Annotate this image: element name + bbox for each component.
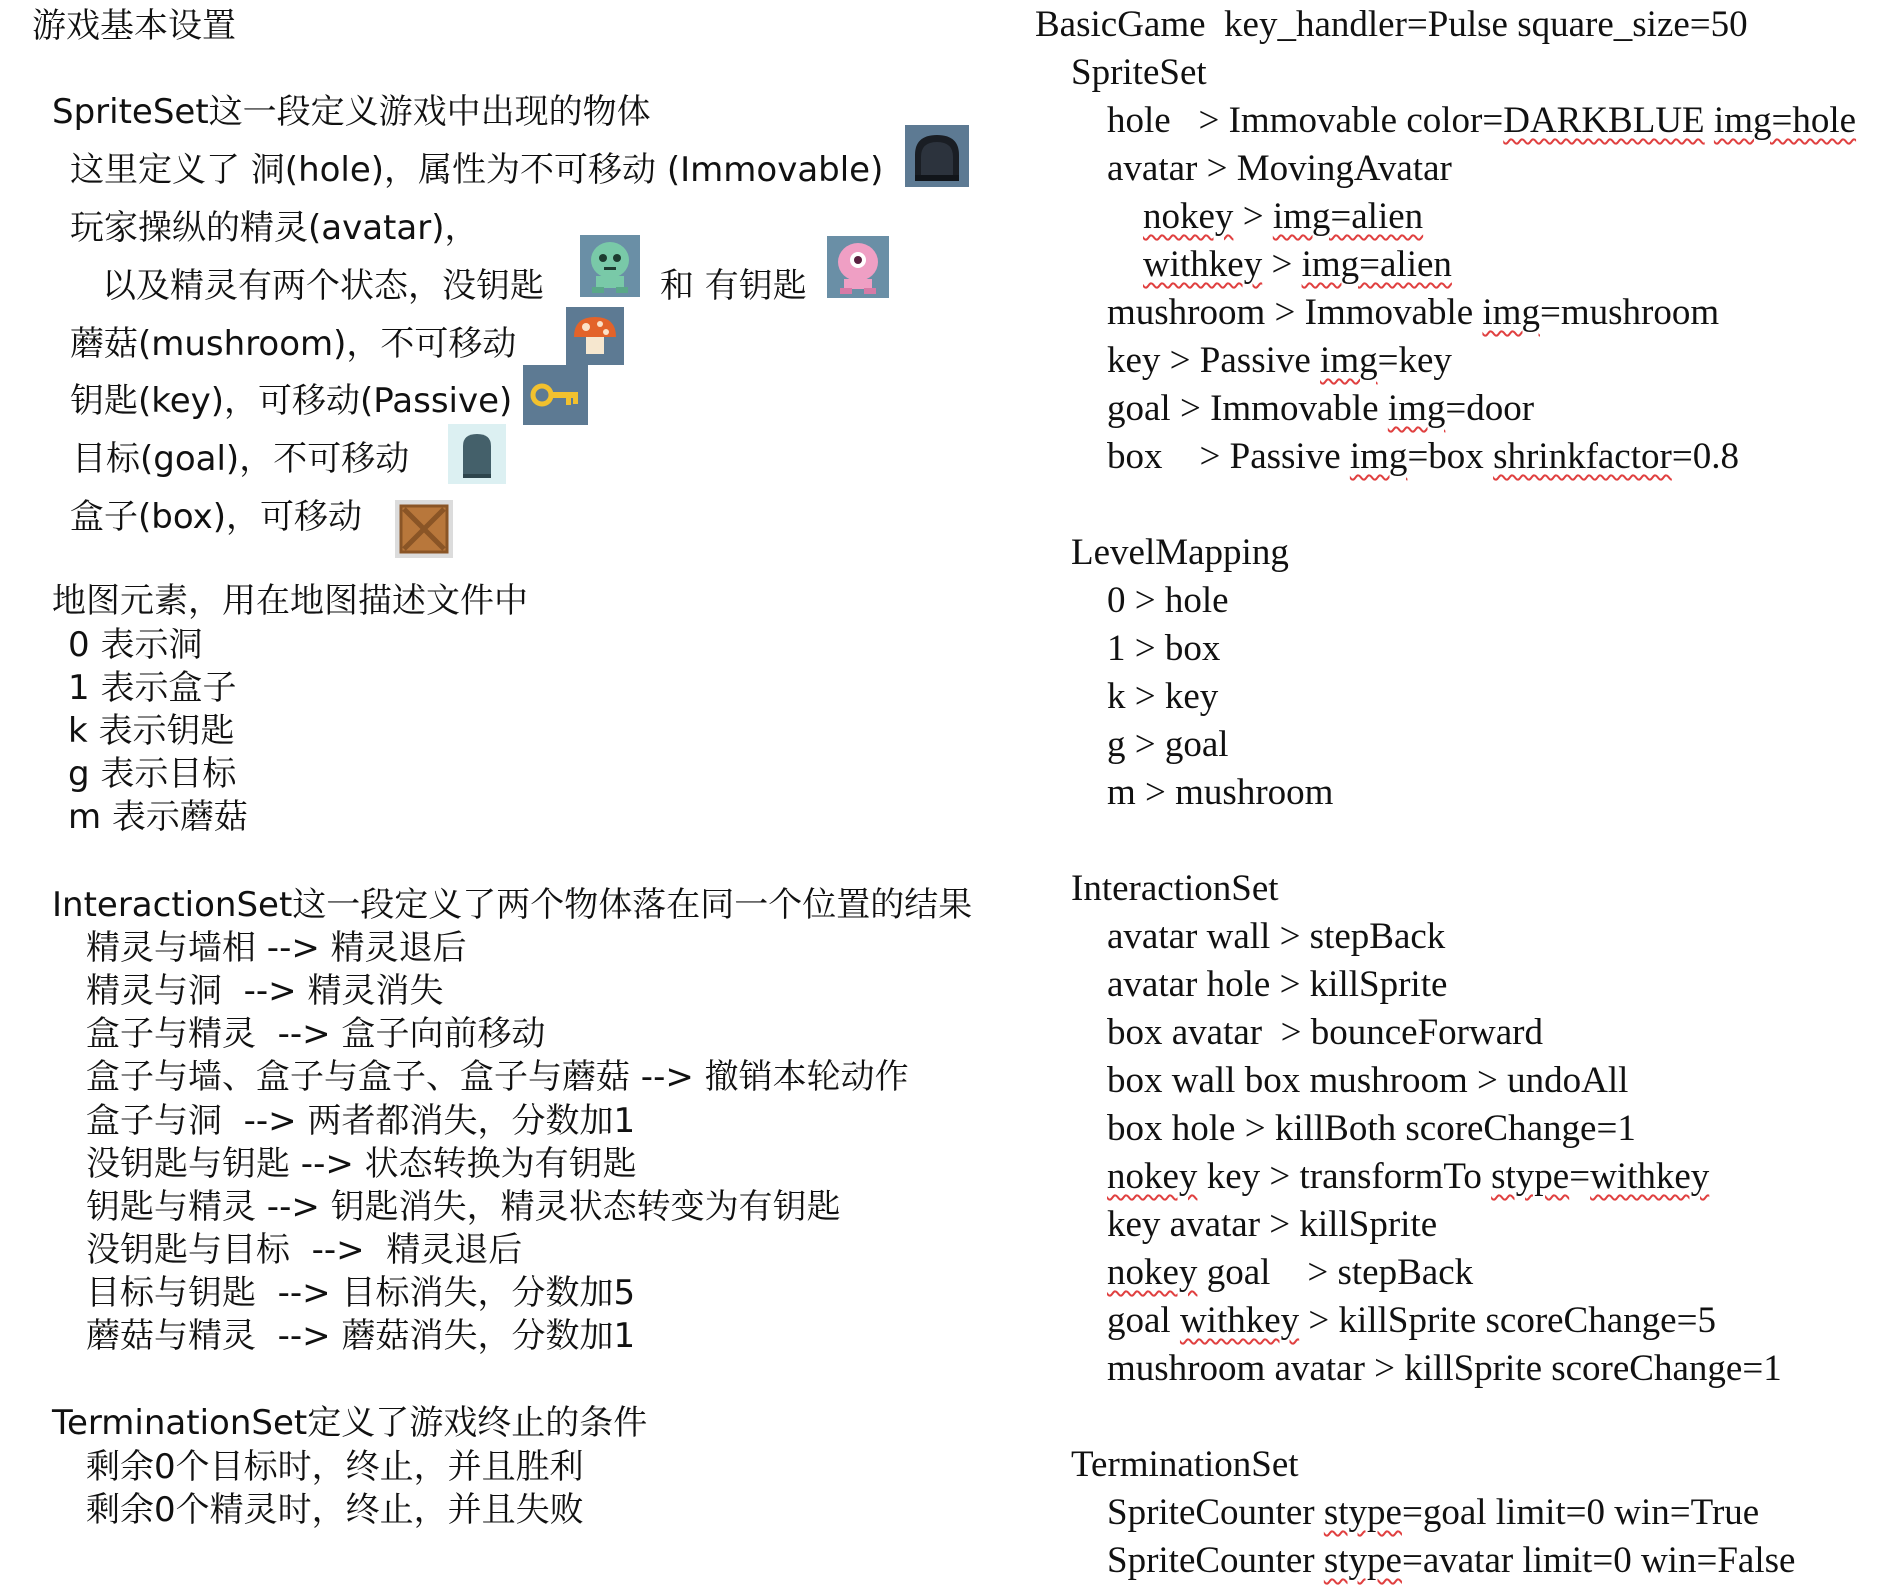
interaction-item: 没钥匙与目标 --> 精灵退后 [86,1230,523,1270]
sprite-line-key: 钥匙(key)，可移动(Passive) [70,381,513,421]
terminationset-header: TerminationSet定义了游戏终止的条件 [52,1403,648,1443]
code-line-nokey: nokey > img=alien [1143,196,1424,237]
map-item-k: k 表示钥匙 [68,711,235,751]
sprite-line-goal: 目标(goal)，不可移动 [72,439,410,479]
pink-alien-icon [827,236,889,298]
terminationset-keyword: TerminationSet [1071,1444,1299,1485]
mapping-line: 0 > hole [1107,580,1229,621]
code-line-box: box > Passive img=box shrinkfactor=0.8 [1107,436,1739,477]
interaction-item: 精灵与墙相 --> 精灵退后 [86,928,467,968]
levelmapping-keyword: LevelMapping [1071,532,1289,573]
interaction-code-line: box hole > killBoth scoreChange=1 [1107,1108,1636,1149]
termination-item: 剩余0个目标时，终止，并且胜利 [86,1447,584,1487]
interaction-item: 精灵与洞 --> 精灵消失 [86,971,444,1011]
interaction-code-line: nokey key > transformTo stype=withkey [1107,1156,1710,1197]
hole-tile-icon [905,125,969,187]
map-item-m: m 表示蘑菇 [68,797,248,837]
key-tile-icon [523,365,588,425]
map-item-g: g 表示目标 [68,754,237,794]
interactionset-header: InteractionSet这一段定义了两个物体落在同一个位置的结果 [52,885,973,925]
map-item-1: 1 表示盒子 [68,668,237,708]
termination-code-line: SpriteCounter stype=avatar limit=0 win=False [1107,1540,1796,1581]
interaction-item: 盒子与精灵 --> 盒子向前移动 [86,1014,546,1054]
interaction-code-line: avatar hole > killSprite [1107,964,1448,1005]
interaction-code-line: box wall box mushroom > undoAll [1107,1060,1629,1101]
sprite-line-mushroom: 蘑菇(mushroom)，不可移动 [70,324,517,364]
interaction-code-line: avatar wall > stepBack [1107,916,1446,957]
green-alien-icon [580,235,640,297]
spriteset-header: SpriteSet这一段定义游戏中出现的物体 [52,92,651,132]
interaction-item: 盒子与洞 --> 两者都消失，分数加1 [86,1101,636,1141]
map-item-0: 0 表示洞 [68,625,203,665]
sprite-line-hole: 这里定义了 洞(hole)，属性为不可移动 (Immovable) [70,150,884,190]
interaction-code-line: box avatar > bounceForward [1107,1012,1543,1053]
sprite-line-states: 以及精灵有两个状态，没钥匙 [102,266,544,306]
interaction-item: 没钥匙与钥匙 --> 状态转换为有钥匙 [86,1144,637,1184]
interaction-item: 目标与钥匙 --> 目标消失，分数加5 [86,1273,636,1313]
interaction-code-line: nokey goal > stepBack [1107,1252,1474,1293]
code-line-goal: goal > Immovable img=door [1107,388,1535,429]
code-line-hole: hole > Immovable color=DARKBLUE img=hole [1107,100,1857,141]
sprite-line-avatar: 玩家操纵的精灵(avatar)， [70,208,479,248]
interaction-item: 盒子与墙、盒子与盒子、盒子与蘑菇 --> 撤销本轮动作 [86,1057,909,1097]
door-tile-icon [448,424,506,484]
mapping-line: 1 > box [1107,628,1221,669]
code-line-mushroom: mushroom > Immovable img=mushroom [1107,292,1720,333]
sprite-line-states-withkey: 和 有钥匙 [660,266,807,306]
interaction-item: 蘑菇与精灵 --> 蘑菇消失，分数加1 [86,1316,636,1356]
mushroom-tile-icon [566,307,624,365]
left-title: 游戏基本设置 [32,6,236,46]
mapping-line: m > mushroom [1107,772,1334,813]
basicgame-line: BasicGame key_handler=Pulse square_size=50 [1035,4,1748,45]
crate-tile-icon [395,500,453,558]
mapping-line: g > goal [1107,724,1229,765]
code-line-key: key > Passive img=key [1107,340,1452,381]
termination-item: 剩余0个精灵时，终止，并且失败 [86,1490,584,1530]
code-line-avatar: avatar > MovingAvatar [1107,148,1452,189]
code-line-withkey: withkey > img=alien [1143,244,1452,285]
mapping-line: k > key [1107,676,1219,717]
termination-code-line: SpriteCounter stype=goal limit=0 win=True [1107,1492,1760,1533]
interaction-code-line: key avatar > killSprite [1107,1204,1438,1245]
spriteset-keyword: SpriteSet [1071,52,1207,93]
sprite-line-box: 盒子(box)，可移动 [70,497,362,537]
interaction-code-line: mushroom avatar > killSprite scoreChange=1 [1107,1348,1782,1389]
interaction-code-line: goal withkey > killSprite scoreChange=5 [1107,1300,1716,1341]
map-header: 地图元素，用在地图描述文件中 [52,581,528,621]
interaction-item: 钥匙与精灵 --> 钥匙消失，精灵状态转变为有钥匙 [86,1187,841,1227]
interactionset-keyword: InteractionSet [1071,868,1279,909]
